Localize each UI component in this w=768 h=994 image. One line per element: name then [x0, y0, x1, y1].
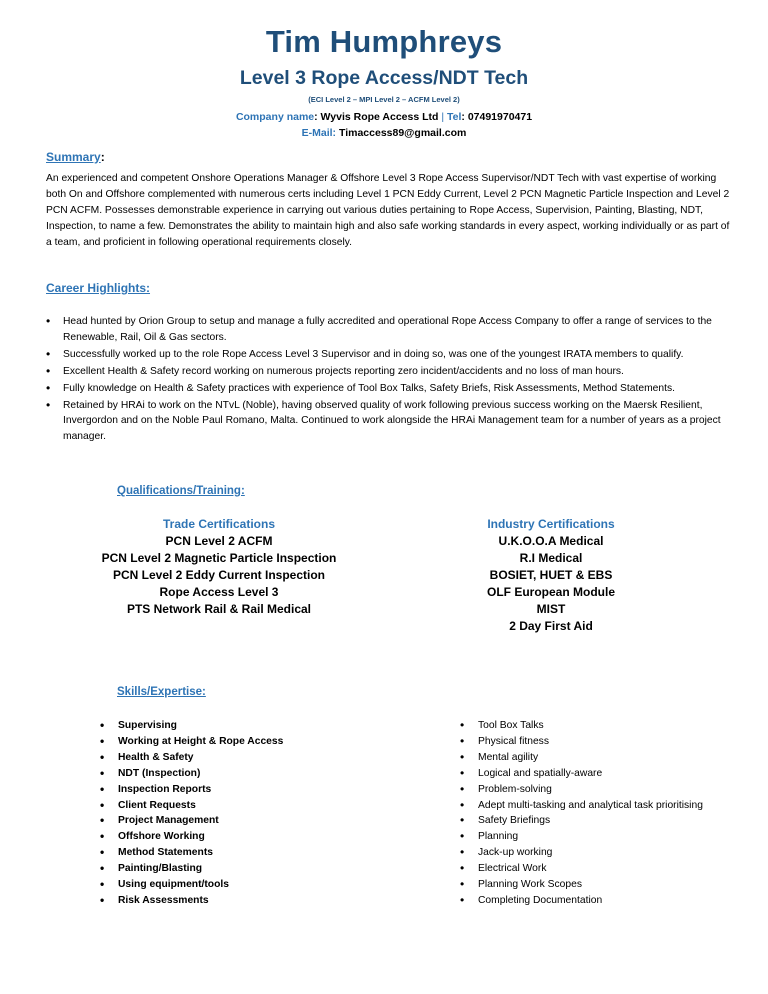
list-item: • Fully knowledge on Health & Safety practices with experience of Tool Box Talks, Safety Briefs, Risk Assessments, Method Statements.: [46, 381, 731, 397]
industry-certifications-heading: Industry Certifications: [487, 517, 615, 531]
candidate-name: Tim Humphreys: [265, 24, 503, 59]
list-item: • Safety Briefings: [460, 813, 760, 829]
list-item: • NDT (Inspection): [100, 766, 420, 782]
list-item: OLF European Module: [487, 585, 615, 599]
company-value: : Wyvis Rope Access Ltd: [314, 111, 439, 123]
list-item: • Using equipment/tools: [100, 877, 420, 893]
skills-heading: Skills/Expertise:: [117, 686, 206, 698]
list-item: • Mental agility: [460, 750, 760, 766]
summary-text: An experienced and competent Onshore Operations Manager & Offshore Level 3 Rope Access Supervisor/NDT Tech with vast expertise of working both On and Offshore complemented with numerous certs including Level 1 PCN Eddy Current, Level 2 PCN Magnetic Particle Inspection and Level 2 PCN ACFM. Possesses demonstrable experience in carrying out various duties pertaining to Rope Access, Supervision, Painting, Blasting, NDT, Inspection, to name a few. Demonstrates the ability to maintain high and also safe working standards in every aspect, working individually or as part of a team, and proficient in following operational requirements closely.: [46, 173, 730, 248]
list-item: R.I Medical: [519, 551, 583, 565]
list-item: • Logical and spatially-aware: [460, 766, 760, 782]
list-item: • Working at Height & Rope Access: [100, 734, 420, 750]
list-item: • Problem-solving: [460, 782, 760, 798]
career-highlights-heading: Career Highlights:: [46, 281, 151, 295]
list-item: • Client Requests: [100, 798, 420, 814]
list-item: • Risk Assessments: [100, 893, 420, 909]
email-value: Timaccess89@gmail.com: [336, 127, 467, 139]
tel-label: Tel: [447, 111, 462, 123]
email-line: [0, 127, 768, 139]
list-item: PCN Level 2 Eddy Current Inspection: [112, 568, 326, 582]
company-label: Company name: [235, 111, 315, 123]
summary-heading: Summary:: [46, 150, 105, 164]
list-item: PCN Level 2 Magnetic Particle Inspection: [101, 551, 337, 565]
list-item: • Planning Work Scopes: [460, 877, 760, 893]
list-item: PCN Level 2 ACFM: [165, 534, 273, 548]
skills-list-left: [100, 718, 420, 909]
list-item: • Electrical Work: [460, 861, 760, 877]
list-item: • Completing Documentation: [460, 893, 760, 909]
job-title: Level 3 Rope Access/NDT Tech: [239, 67, 529, 89]
list-item: • Excellent Health & Safety record working on numerous projects reporting zero incident/accidents and no loss of man hours.: [46, 364, 731, 380]
list-item: • Successfully worked up to the role Rope Access Level 3 Supervisor and in doing so, was one of the youngest IRATA members to qualify.: [46, 347, 731, 363]
qualifications-heading: Qualifications/Training:: [117, 485, 245, 497]
list-item: • Project Management: [100, 813, 420, 829]
list-item: • Supervising: [100, 718, 420, 734]
list-item: • Tool Box Talks: [460, 718, 760, 734]
contact-separator: |: [441, 111, 445, 123]
list-item: • Method Statements: [100, 845, 420, 861]
certification-levels: (ECI Level 2 – MPI Level 2 – ACFM Level 2): [308, 95, 460, 104]
list-item: • Planning: [460, 829, 760, 845]
list-item: • Retained by HRAi to work on the NTvL (Noble), having observed quality of work following previous success working on the Maersk Resilient, Invergordon and on the Noble Paul Romano, Malta. Continued to work alongside the HRAi Management team for a number of years as a project manager.: [46, 398, 731, 445]
list-item: • Offshore Working: [100, 829, 420, 845]
list-item: • Head hunted by Orion Group to setup and manage a fully accredited and operational Rope Access Company to offer a range of services to the Renewable, Rail, Oil & Gas sectors.: [46, 314, 731, 345]
list-item: • Inspection Reports: [100, 782, 420, 798]
list-item: U.K.O.O.A Medical: [498, 534, 604, 548]
list-item: • Health & Safety: [100, 750, 420, 766]
email-label: E-Mail:: [301, 127, 337, 139]
skills-list-right: [460, 718, 760, 909]
list-item: • Physical fitness: [460, 734, 760, 750]
list-item: PTS Network Rail & Rail Medical: [126, 602, 312, 616]
trade-certifications-heading: Trade Certifications: [162, 517, 276, 531]
company-line: [0, 111, 768, 123]
list-item: Rope Access Level 3: [159, 585, 279, 599]
list-item: BOSIET, HUET & EBS: [489, 568, 613, 582]
trade-certifications: [78, 516, 360, 618]
list-item: MIST: [536, 602, 566, 616]
list-item: • Adept multi-tasking and analytical task prioritising: [460, 798, 760, 814]
industry-certifications: [441, 516, 661, 635]
tel-value: : 07491970471: [461, 111, 533, 123]
list-item: • Jack-up working: [460, 845, 760, 861]
list-item: 2 Day First Aid: [509, 619, 593, 633]
career-highlights-list: [46, 314, 731, 446]
list-item: • Painting/Blasting: [100, 861, 420, 877]
